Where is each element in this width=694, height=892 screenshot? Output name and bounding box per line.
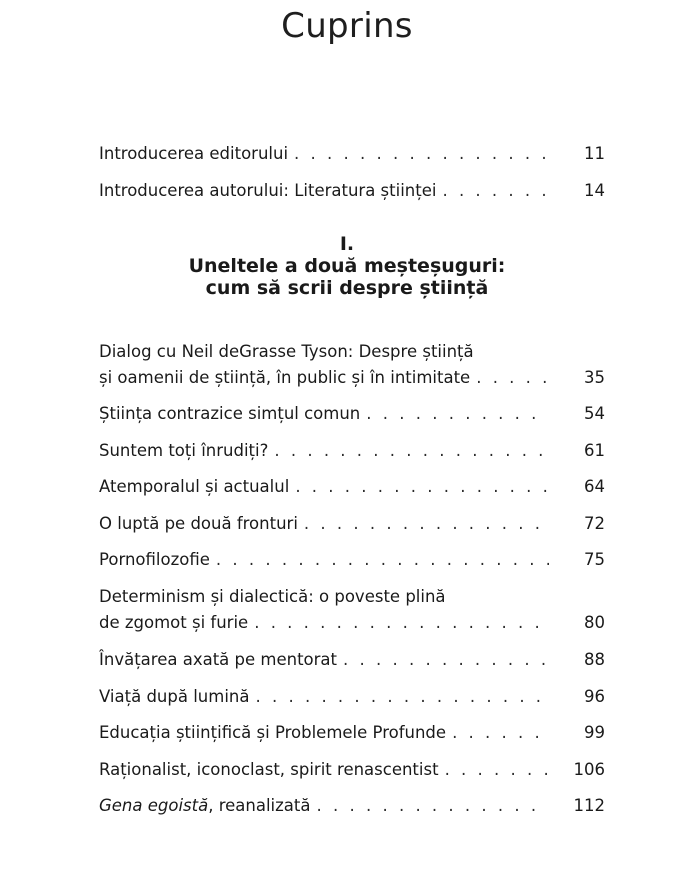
toc-entry-title-line1: Dialog cu Neil deGrasse Tyson: Despre știință [99, 342, 474, 361]
toc-page-number: 112 [573, 796, 605, 815]
leader-dots [295, 474, 549, 500]
toc-entry-title: Știința contrazice simțul comun [99, 404, 361, 423]
toc-page-number: 75 [584, 550, 605, 569]
toc-page-number: 54 [584, 404, 605, 423]
toc-entry-title-line2: și oamenii de știință, în public și în intimitate [99, 368, 471, 387]
leader-dots [294, 141, 549, 167]
toc-entry[interactable] [99, 684, 605, 710]
toc-page-number: 14 [584, 181, 605, 200]
toc-entry-title: Suntem toți înrudiți? [99, 441, 269, 460]
toc-page-number: 64 [584, 477, 605, 496]
toc-page-number: 11 [584, 144, 605, 163]
toc-entry-title: Pornofilozofie [99, 550, 210, 569]
toc-entry[interactable] [99, 793, 605, 819]
leader-dots [366, 401, 549, 427]
leader-dots [255, 684, 549, 710]
leader-dots [304, 511, 549, 537]
toc-entry-title: O luptă pe două fronturi [99, 514, 298, 533]
leader-dots [476, 365, 549, 391]
toc-entry[interactable] [99, 720, 605, 746]
toc-entry-title: Introducerea editorului [99, 144, 289, 163]
toc-entry-title: Introducerea autorului: Literatura științei [99, 181, 437, 200]
leader-dots [216, 547, 549, 573]
toc-entry[interactable] [99, 474, 605, 500]
toc-entry-title-line2: de zgomot și furie [99, 613, 249, 632]
toc-entry[interactable] [99, 757, 605, 783]
toc-entry-title: Educația științifică și Problemele Profunde [99, 723, 447, 742]
toc-entry-title: Viață după lumină [99, 687, 250, 706]
toc-entry-title-italic: Gena egoistă [99, 796, 209, 815]
leader-dots [254, 610, 549, 636]
toc-page-number: 72 [584, 514, 605, 533]
leader-dots [442, 178, 549, 204]
section-title-line2: cum să scrii despre știință [205, 277, 489, 299]
toc-page-number: 99 [584, 723, 605, 742]
section-heading [0, 233, 694, 299]
toc-entry[interactable] [99, 647, 605, 673]
toc-page-number: 35 [584, 368, 605, 387]
toc-entry[interactable] [99, 584, 605, 636]
section-title-line1: Uneltele a două meșteșuguri: [188, 255, 506, 277]
toc-entry-title [99, 793, 311, 819]
toc-entry[interactable] [99, 438, 605, 464]
toc-entry[interactable] [99, 547, 605, 573]
section-number: I. [339, 233, 355, 255]
leader-dots [343, 647, 549, 673]
toc-page-number: 88 [584, 650, 605, 669]
leader-dots [445, 757, 549, 783]
toc-entry[interactable] [99, 401, 605, 427]
toc-entry[interactable] [99, 339, 605, 391]
toc-entry-intro-author[interactable] [99, 178, 605, 204]
toc-entry-title-line1: Determinism și dialectică: o poveste plină [99, 587, 446, 606]
leader-dots [274, 438, 549, 464]
toc-entry-title-rest: , reanalizată [208, 796, 311, 815]
toc-page-number: 96 [584, 687, 605, 706]
toc-page-number: 80 [584, 613, 605, 632]
toc-entry[interactable] [99, 511, 605, 537]
toc-entry-intro-editor[interactable] [99, 141, 605, 167]
leader-dots [452, 720, 549, 746]
toc-entry-title: Atemporalul și actualul [99, 477, 290, 496]
toc-page-number: 106 [573, 760, 605, 779]
leader-dots [317, 793, 550, 819]
toc-page-number: 61 [584, 441, 605, 460]
toc-entry-title: Raționalist, iconoclast, spirit renascentist [99, 760, 439, 779]
toc-entry-title: Învățarea axată pe mentorat [99, 650, 338, 669]
page-title: Cuprins [281, 6, 413, 46]
